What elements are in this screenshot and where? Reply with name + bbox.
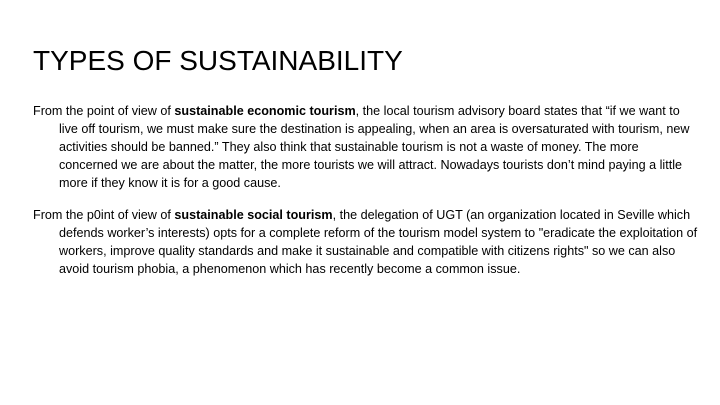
paragraph-body: , the local tourism advisory board states that “if we want to live off tourism, we must make sure the destination is appealing, when an area is oversaturated with tourism, new activities should be banned.” They also think that sustainable tourism is not a waste of money. The more concerned we are about the matter, the more tourists we will attract. Nowadays tourists don’t mind paying a little more if they know it is for a good cause. [59, 104, 690, 190]
slide-title: TYPES OF SUSTAINABILITY [33, 45, 403, 76]
paragraph-intro: From the point of view of [33, 104, 175, 118]
paragraph-intro: From the p0int of view of [33, 208, 175, 222]
keyword-sustainable-social-tourism: sustainable social tourism [174, 208, 333, 222]
paragraph-social-tourism [33, 206, 699, 278]
paragraph-economic-tourism [33, 102, 699, 192]
paragraph-body: , the delegation of UGT (an organization located in Seville which defends worker’s interests) opts for a complete reform of the tourism model system to "eradicate the exploitation of workers, improve quality standards and make it sustainable and compatible with citizens rights" so we can also avoid tourism phobia, a phenomenon which has recently become a common issue. [59, 208, 698, 276]
slide-body [33, 102, 699, 278]
keyword-sustainable-economic-tourism: sustainable economic tourism [174, 104, 356, 118]
